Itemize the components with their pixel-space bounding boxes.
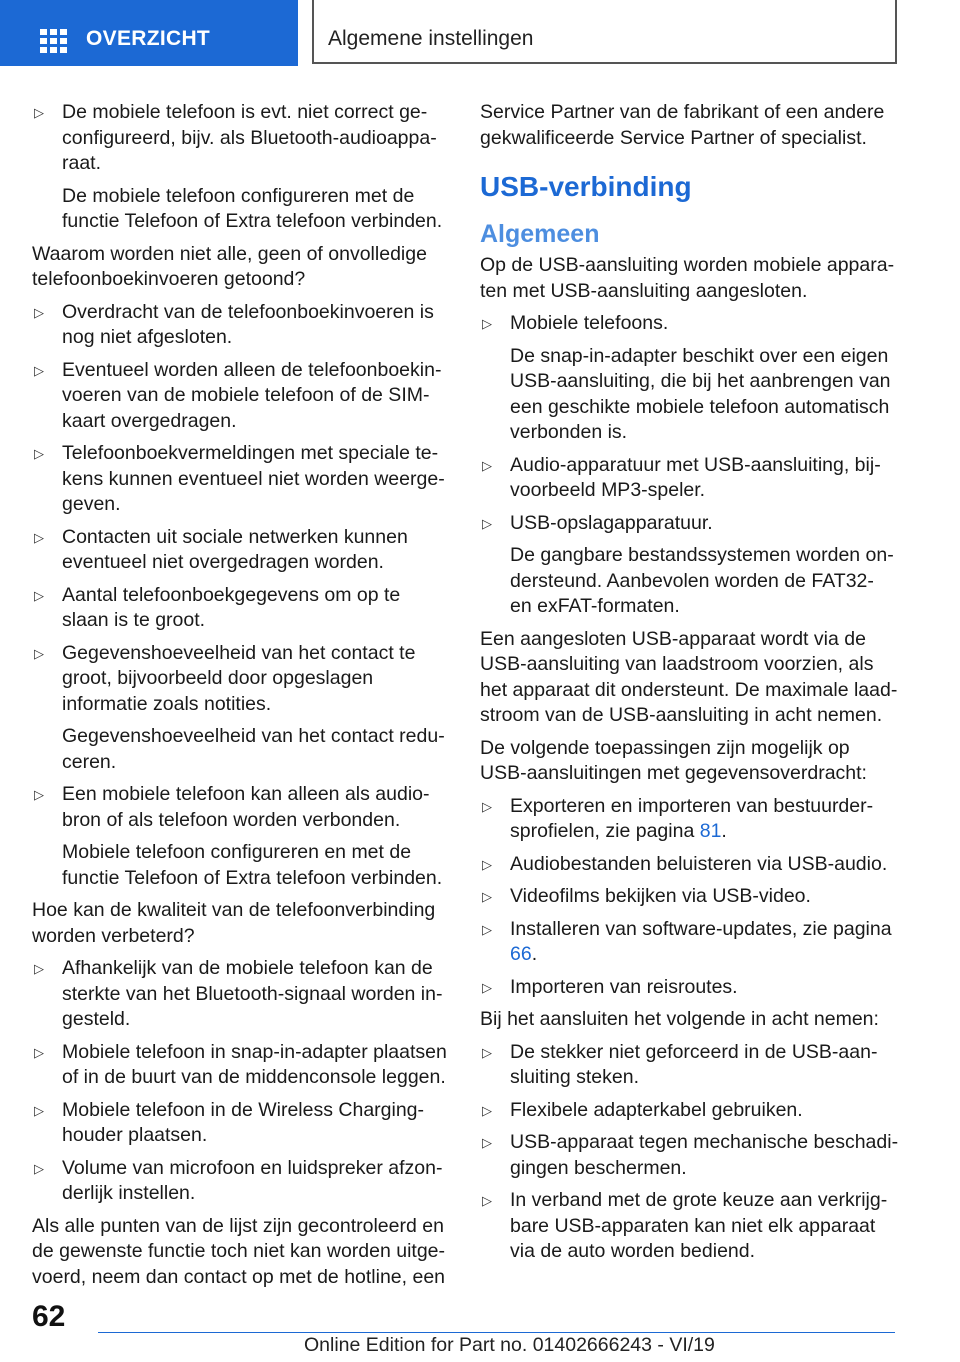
triangle-bullet-icon: ▷ <box>482 1135 492 1150</box>
list-item: ▷ Een mobiele telefoon kan alleen als audiobron of als telefoon worden verbonden. <box>34 783 430 831</box>
page-number: 62 <box>32 1300 66 1333</box>
list-item: ▷ Installeren van software-updates, zie pagina 66. <box>482 917 892 965</box>
list-item-detail: De gangbare bestandssystemen worden ondersteund. Aanbevolen worden de FAT32- en exFAT-formaten. <box>510 544 894 617</box>
paragraph: Service Partner van de fabrikant of een andere gekwalificeerde Service Partner of specialist. <box>480 101 885 149</box>
header-bar <box>0 0 960 66</box>
list-item: ▷ Exporteren en importeren van bestuurdersprofielen, zie pagina 81. <box>482 794 874 842</box>
paragraph: Waarom worden niet alle, geen of onvolledige telefoonboekinvoeren getoond? <box>32 242 427 290</box>
list-item: ▷ Flexibele adapterkabel gebruiken. <box>480 1098 900 1124</box>
paragraph: De volgende toepassingen zijn mogelijk op USB-aansluitingen met gegevensoverdracht: <box>480 736 867 784</box>
list-item: ▷ Audio-apparatuur met USB-aansluiting, bijvoorbeeld MP3-speler. <box>482 453 881 501</box>
section-title: Algemene instellingen <box>328 27 534 50</box>
triangle-bullet-icon: ▷ <box>34 645 44 661</box>
list-item: ▷ Mobiele telefoon in de Wireless Charging-houder plaatsen. <box>34 1098 425 1146</box>
list-item: ▷ Eventueel worden alleen de telefoonboekinvoeren van de mobiele telefoon of de SIM-kaart overgedragen. <box>34 358 442 432</box>
paragraph: Op de USB-aansluiting worden mobiele apparaten met USB-aansluiting aangesloten. <box>480 254 895 302</box>
triangle-bullet-icon: ▷ <box>482 1193 492 1208</box>
triangle-bullet-icon: ▷ <box>34 787 44 802</box>
paragraph: Als alle punten van de lijst zijn gecontroleerd en de gewenste functie toch niet kan worden uitgevoerd, neem dan contact op met de hotline, een <box>32 1214 446 1288</box>
heading-usb-connection: USB-verbinding <box>480 171 692 202</box>
list-item: ▷ Volume van microfoon en luidspreker afzonderlijk instellen. <box>34 1156 443 1204</box>
footer-edition: Online Edition for Part no. 01402666243 - VI/19 <box>304 1334 715 1356</box>
list-item: ▷ Contacten uit sociale netwerken kunnen eventueel niet overgedragen worden. <box>34 525 408 573</box>
triangle-bullet-icon: ▷ <box>482 457 492 473</box>
triangle-bullet-icon: ▷ <box>34 105 44 120</box>
list-item-detail: De mobiele telefoon configureren met de functie Telefoon of Extra telefoon verbinden. <box>62 184 443 232</box>
subheading-general: Algemeen <box>480 220 600 248</box>
list-item: ▷ Audiobestanden beluisteren via USB-audio. <box>480 852 900 878</box>
list-item: ▷ Gegevenshoeveelheid van het contact te groot, bijvoorbeeld door opgeslagen informatie zoals notities. <box>34 641 416 715</box>
list-item: ▷ Importeren van reisroutes. <box>480 975 900 1001</box>
list-item: ▷ Videofilms bekijken via USB-video. <box>480 884 900 910</box>
section-tab[interactable] <box>312 0 897 64</box>
triangle-bullet-icon: ▷ <box>34 1102 44 1118</box>
list-item: ▷ Telefoonboekvermeldingen met speciale tekens kunnen eventueel niet worden weergegeven. <box>34 442 445 515</box>
triangle-bullet-icon: ▷ <box>482 856 492 872</box>
paragraph: Hoe kan de kwaliteit van de telefoonverbinding worden verbeterd? <box>32 899 436 947</box>
list-item: ▷ USB-apparaat tegen mechanische beschadigingen beschermen. <box>482 1131 899 1179</box>
paragraph: Bij het aansluiten het volgende in acht nemen: <box>480 1008 879 1030</box>
triangle-bullet-icon: ▷ <box>482 889 492 904</box>
right-column <box>480 100 900 1272</box>
list-item: ▷ De mobiele telefoon is evt. niet correct geconfigureerd, bijv. als Bluetooth-audioapparaat. <box>34 101 437 174</box>
triangle-bullet-icon: ▷ <box>34 529 44 545</box>
page-link-66[interactable]: 66 <box>510 943 532 965</box>
triangle-bullet-icon: ▷ <box>34 362 44 378</box>
triangle-bullet-icon: ▷ <box>482 979 492 995</box>
list-item: ▷ Afhankelijk van de mobiele telefoon kan de sterkte van het Bluetooth-signaal worden ingesteld. <box>34 957 443 1030</box>
triangle-bullet-icon: ▷ <box>34 587 44 603</box>
list-item: ▷ Overdracht van de telefoonboekinvoeren is nog niet afgesloten. <box>34 300 434 348</box>
list-item: ▷ Aantal telefoonboekgegevens om op te slaan is te groot. <box>34 583 401 631</box>
page-link-81[interactable]: 81 <box>699 820 722 842</box>
list-item-detail: De snap-in-adapter beschikt over een eigen USB-aansluiting, die bij het aanbrengen van een geschikte mobiele telefoon automatisch verbonden is. <box>510 344 891 443</box>
triangle-bullet-icon: ▷ <box>34 446 44 461</box>
triangle-bullet-icon: ▷ <box>34 1044 44 1060</box>
triangle-bullet-icon: ▷ <box>482 921 492 937</box>
triangle-bullet-icon: ▷ <box>482 515 492 531</box>
overview-label: OVERZICHT <box>86 27 211 50</box>
footer-divider <box>98 1332 895 1333</box>
list-item-detail: Mobiele telefoon configureren en met de functie Telefoon of Extra telefoon verbinden. <box>62 841 443 889</box>
grid-menu-icon <box>40 29 67 53</box>
triangle-bullet-icon: ▷ <box>34 961 44 976</box>
list-item: ▷ De stekker niet geforceerd in de USB-aansluiting steken. <box>482 1040 878 1088</box>
list-item: ▷ In verband met de grote keuze aan verkrijgbare USB-apparaten kan niet elk apparaat via de auto worden bediend. <box>482 1189 888 1262</box>
triangle-bullet-icon: ▷ <box>34 304 44 320</box>
triangle-bullet-icon: ▷ <box>482 798 492 814</box>
list-item: ▷ Mobiele telefoons. <box>480 311 900 337</box>
triangle-bullet-icon: ▷ <box>482 1044 492 1060</box>
list-item: ▷ USB-opslagapparatuur. <box>480 511 900 537</box>
triangle-bullet-icon: ▷ <box>34 1160 44 1176</box>
triangle-bullet-icon: ▷ <box>482 1102 492 1118</box>
list-item: ▷ Mobiele telefoon in snap-in-adapter plaatsen of in de buurt van de middenconsole leggen. <box>34 1040 447 1088</box>
list-item-detail: Gegevenshoeveelheid van het contact reduceren. <box>62 725 445 773</box>
paragraph: Een aangesloten USB-apparaat wordt via de USB-aansluiting van laadstroom voorzien, als het apparaat dit ondersteunt. De maximale laadstroom van de USB-aansluiting in acht nemen. <box>480 627 898 726</box>
overview-button[interactable] <box>0 0 298 66</box>
triangle-bullet-icon: ▷ <box>482 316 492 331</box>
left-column <box>32 100 447 1297</box>
